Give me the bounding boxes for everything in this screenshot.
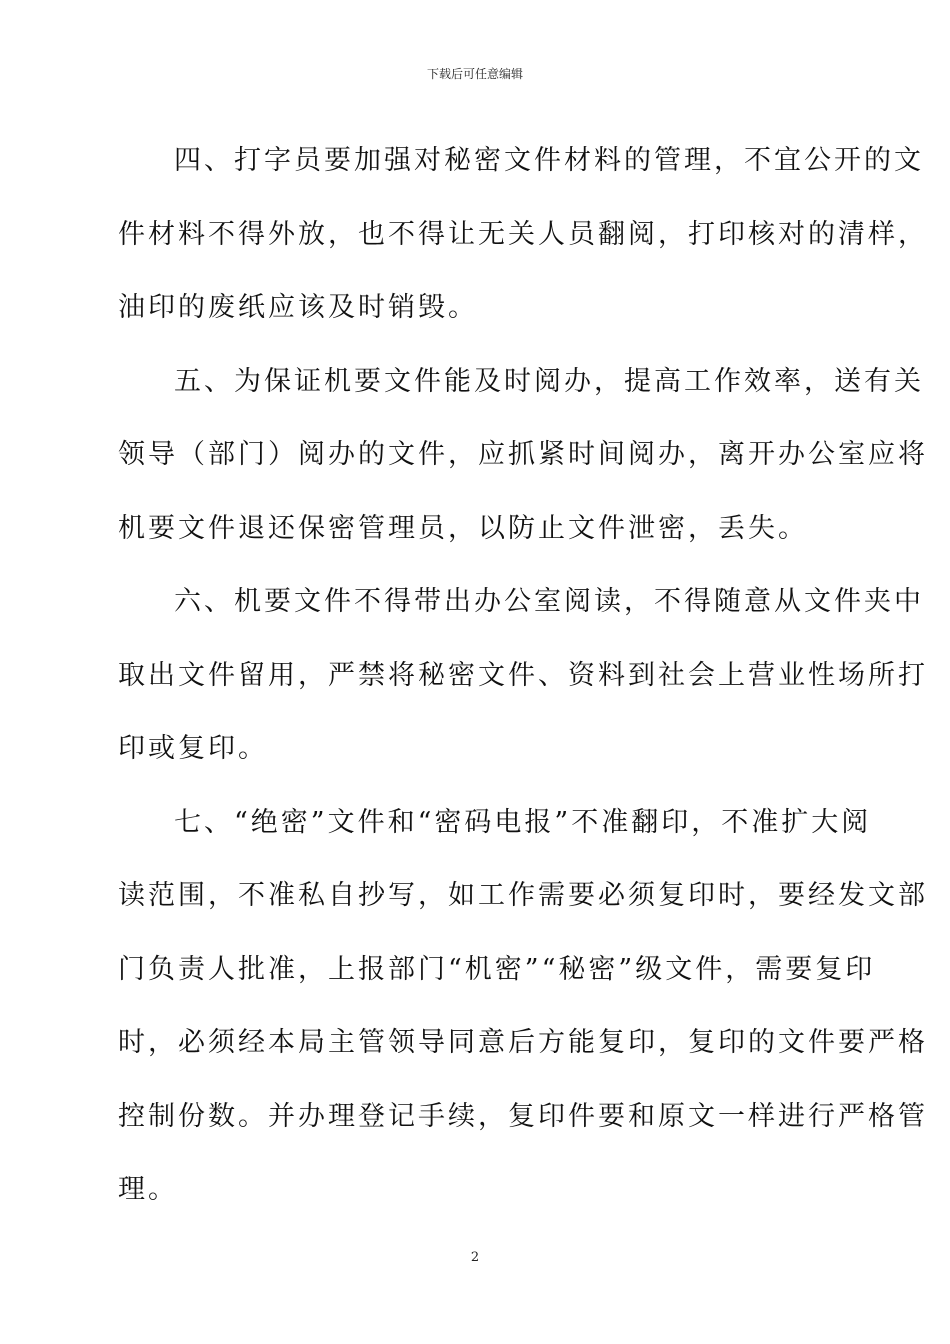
paragraph-line: 六、机要文件不得带出办公室阅读，不得随意从文件夹中 xyxy=(174,586,924,617)
paragraph-line: 印或复印。 xyxy=(118,733,268,764)
paragraph-line: 读范围，不准私自抄写，如工作需要必须复印时，要经发文部 xyxy=(118,880,928,911)
paragraph-4 xyxy=(118,124,928,345)
paragraph-line: 七、“绝密”文件和“密码电报”不准翻印，不准扩大阅 xyxy=(174,806,872,838)
paragraph-line: 门负责人批准，上报部门“机密”“秘密”级文件，需要复印 xyxy=(118,953,876,985)
paragraph-line: 件材料不得外放，也不得让无关人员翻阅，打印核对的清样， xyxy=(118,218,928,250)
page-header: 下载后可任意编辑 xyxy=(426,67,523,81)
page-number: 2 xyxy=(470,1250,480,1265)
paragraph-line: 领导（部门）阅办的文件，应抓紧时间阅办，离开办公室应将 xyxy=(118,439,928,470)
paragraph-line: 取出文件留用，严禁将秘密文件、资料到社会上营业性场所打 xyxy=(118,659,928,691)
paragraph-line: 四、打字员要加强对秘密文件材料的管理，不宜公开的文 xyxy=(174,145,924,176)
paragraph-line: 时，必须经本局主管领导同意后方能复印，复印的文件要严格 xyxy=(118,1027,928,1058)
paragraph-line: 控制份数。并办理登记手续，复印件要和原文一样进行严格管 xyxy=(118,1100,928,1132)
paragraph-line: 五、为保证机要文件能及时阅办，提高工作效率，送有关 xyxy=(174,365,924,397)
paragraph-line: 理。 xyxy=(118,1174,178,1205)
paragraph-7 xyxy=(118,786,928,1227)
paragraph-line: 机要文件退还保密管理员，以防止文件泄密，丢失。 xyxy=(118,512,808,544)
paragraph-6 xyxy=(118,565,928,786)
paragraph-line: 油印的废纸应该及时销毁。 xyxy=(118,292,478,323)
document-body xyxy=(118,124,928,1227)
paragraph-5 xyxy=(118,345,928,566)
